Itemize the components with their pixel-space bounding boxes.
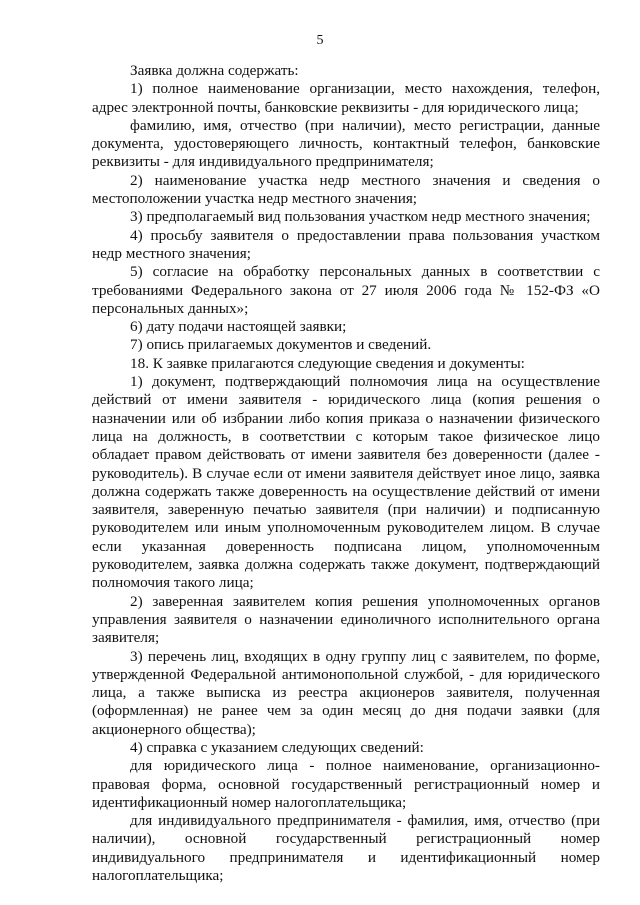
- page-number: 5: [316, 33, 324, 48]
- paragraph-item-3: 3) предполагаемый вид пользования участком недр местного значения;: [130, 208, 591, 226]
- paragraph-item-1: 1) полное наименование организации, место нахождения, телефон, адрес электронной почты, банковские реквизиты - для юридического лица;: [92, 80, 600, 116]
- paragraph-item-7: 7) опись прилагаемых документов и сведений.: [130, 336, 432, 354]
- paragraph-item-2: 2) наименование участка недр местного значения и сведения о местоположении участка недр местного значения;: [92, 171, 600, 208]
- paragraph-doc-4-ip: для индивидуального предпринимателя - фамилия, имя, отчество (при наличии), основной государственный регистрационный номер индивидуального предпринимателя и идентификационный номер налогоплательщика;: [92, 812, 600, 885]
- paragraph-item-6: 6) дату подачи настоящей заявки;: [130, 318, 347, 336]
- paragraph-section-18: 18. К заявке прилагаются следующие сведения и документы:: [130, 354, 525, 372]
- paragraph-item-5: 5) согласие на обработку персональных данных в соответствии с требованиями Федерального закона от 27 июля 2006 года № 152-ФЗ «О персональных данных»;: [92, 263, 600, 317]
- paragraph-doc-4-legal: для юридического лица - полное наименование, организационно-правовая форма, основной государственный регистрационный номер и идентификационный номер налогоплательщика;: [92, 757, 600, 811]
- document-body: [92, 62, 600, 885]
- paragraph-doc-3: 3) перечень лиц, входящих в одну группу лиц с заявителем, по форме, утвержденной Федеральной антимонопольной службой, - для юридического лица, а также выписка из реестра акционеров заявителя, полученная (оформленная) не ранее чем за один месяц до дня подачи заявки (для акционерного общества);: [92, 647, 600, 738]
- paragraph-doc-2: 2) заверенная заявителем копия решения уполномоченных органов управления заявителя о назначении единоличного исполнительного органа заявителя;: [92, 592, 600, 647]
- paragraph-intro: Заявка должна содержать:: [130, 62, 299, 79]
- paragraph-doc-4: 4) справка с указанием следующих сведений:: [130, 738, 424, 756]
- paragraph-item-1-ip: фамилию, имя, отчество (при наличии), место регистрации, данные документа, удостоверяющего личность, контактный телефон, банковские реквизиты - для индивидуального предпринимателя;: [92, 116, 600, 171]
- paragraph-doc-1: 1) документ, подтверждающий полномочия лица на осуществление действий от имени заявителя - юридического лица (копия решения о назначении или об избрании либо копия приказа о назначении физического лица на должность, в соответствии с которым такое физическое лицо обладает правом действовать от имени заявителя без доверенности (далее - руководитель). В случае если от имени заявителя действует иное лицо, заявка должна содержать также доверенность на осуществление действий от имени заявителя, заверенную печатью заявителя (при наличии) и подписанную руководителем или иным уполномоченным руководителем лицом. В случае если указанная доверенность подписана лицом, уполномоченным руководителем, заявка должна содержать также документ, подтверждающий полномочия такого лица;: [92, 373, 600, 592]
- paragraph-item-4: 4) просьбу заявителя о предоставлении права пользования участком недр местного значения;: [92, 226, 600, 262]
